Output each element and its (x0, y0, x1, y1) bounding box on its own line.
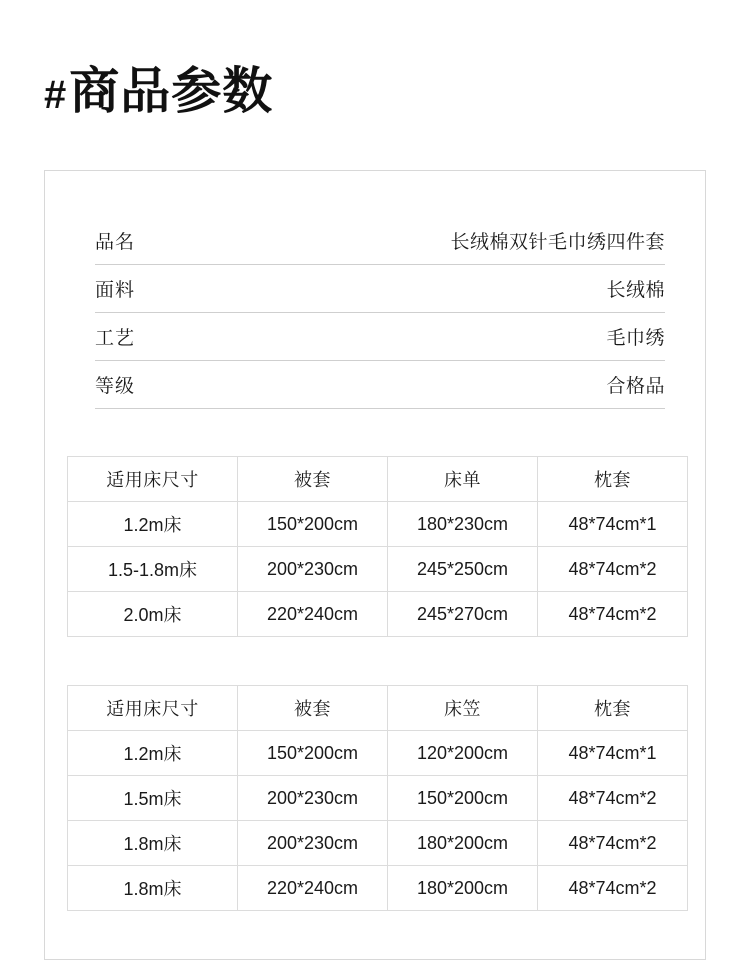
table-cell: 220*240cm (238, 592, 388, 637)
spec-value: 合格品 (606, 376, 665, 397)
spec-key: 品名 (95, 232, 136, 253)
page-title (44, 63, 274, 119)
spec-value: 毛巾绣 (606, 328, 665, 349)
table-cell: 1.2m床 (68, 731, 238, 776)
table-cell: 48*74cm*2 (538, 776, 688, 821)
spec-row (95, 361, 665, 409)
spec-row (95, 265, 665, 313)
table-cell: 245*270cm (388, 592, 538, 637)
table-row (68, 776, 688, 821)
spec-key: 面料 (95, 280, 136, 301)
table-cell: 150*200cm (238, 731, 388, 776)
table-row (68, 866, 688, 911)
table-header-row (68, 686, 688, 731)
table-cell: 1.8m床 (68, 866, 238, 911)
hash-symbol: # (44, 73, 66, 117)
spec-list (95, 217, 665, 409)
spec-panel (44, 170, 706, 960)
table-cell: 1.5-1.8m床 (68, 547, 238, 592)
table-header-cell: 适用床尺寸 (68, 686, 238, 731)
table-cell: 1.2m床 (68, 502, 238, 547)
table-header-cell: 被套 (238, 457, 388, 502)
table-header-row (68, 457, 688, 502)
spec-key: 等级 (95, 376, 136, 397)
table-cell: 2.0m床 (68, 592, 238, 637)
table-cell: 180*200cm (388, 866, 538, 911)
table-cell: 48*74cm*1 (538, 502, 688, 547)
table-cell: 180*200cm (388, 821, 538, 866)
table-cell: 1.8m床 (68, 821, 238, 866)
table-row (68, 592, 688, 637)
table-header-cell: 适用床尺寸 (68, 457, 238, 502)
size-table-fitted (67, 685, 688, 911)
size-table-sheet (67, 456, 688, 637)
spec-key: 工艺 (95, 328, 136, 349)
spec-value: 长绒棉 (606, 280, 665, 301)
table-cell: 48*74cm*2 (538, 821, 688, 866)
spec-value: 长绒棉双针毛巾绣四件套 (450, 232, 665, 253)
spec-row (95, 217, 665, 265)
table-header-cell: 枕套 (538, 457, 688, 502)
table-cell: 48*74cm*2 (538, 592, 688, 637)
table-cell: 180*230cm (388, 502, 538, 547)
table-cell: 200*230cm (238, 821, 388, 866)
table-cell: 200*230cm (238, 547, 388, 592)
table-cell: 1.5m床 (68, 776, 238, 821)
table-cell: 48*74cm*1 (538, 731, 688, 776)
table-cell: 200*230cm (238, 776, 388, 821)
table-cell: 150*200cm (388, 776, 538, 821)
spec-row (95, 313, 665, 361)
table-cell: 120*200cm (388, 731, 538, 776)
table-cell: 220*240cm (238, 866, 388, 911)
table-cell: 150*200cm (238, 502, 388, 547)
table-header-cell: 被套 (238, 686, 388, 731)
table-header-cell: 枕套 (538, 686, 688, 731)
table-row (68, 547, 688, 592)
table-cell: 48*74cm*2 (538, 547, 688, 592)
table-header-cell: 床笠 (388, 686, 538, 731)
table-row (68, 731, 688, 776)
table-cell: 245*250cm (388, 547, 538, 592)
table-row (68, 821, 688, 866)
page-title-text: 商品参数 (69, 63, 274, 119)
table-header-cell: 床单 (388, 457, 538, 502)
table-cell: 48*74cm*2 (538, 866, 688, 911)
table-row (68, 502, 688, 547)
